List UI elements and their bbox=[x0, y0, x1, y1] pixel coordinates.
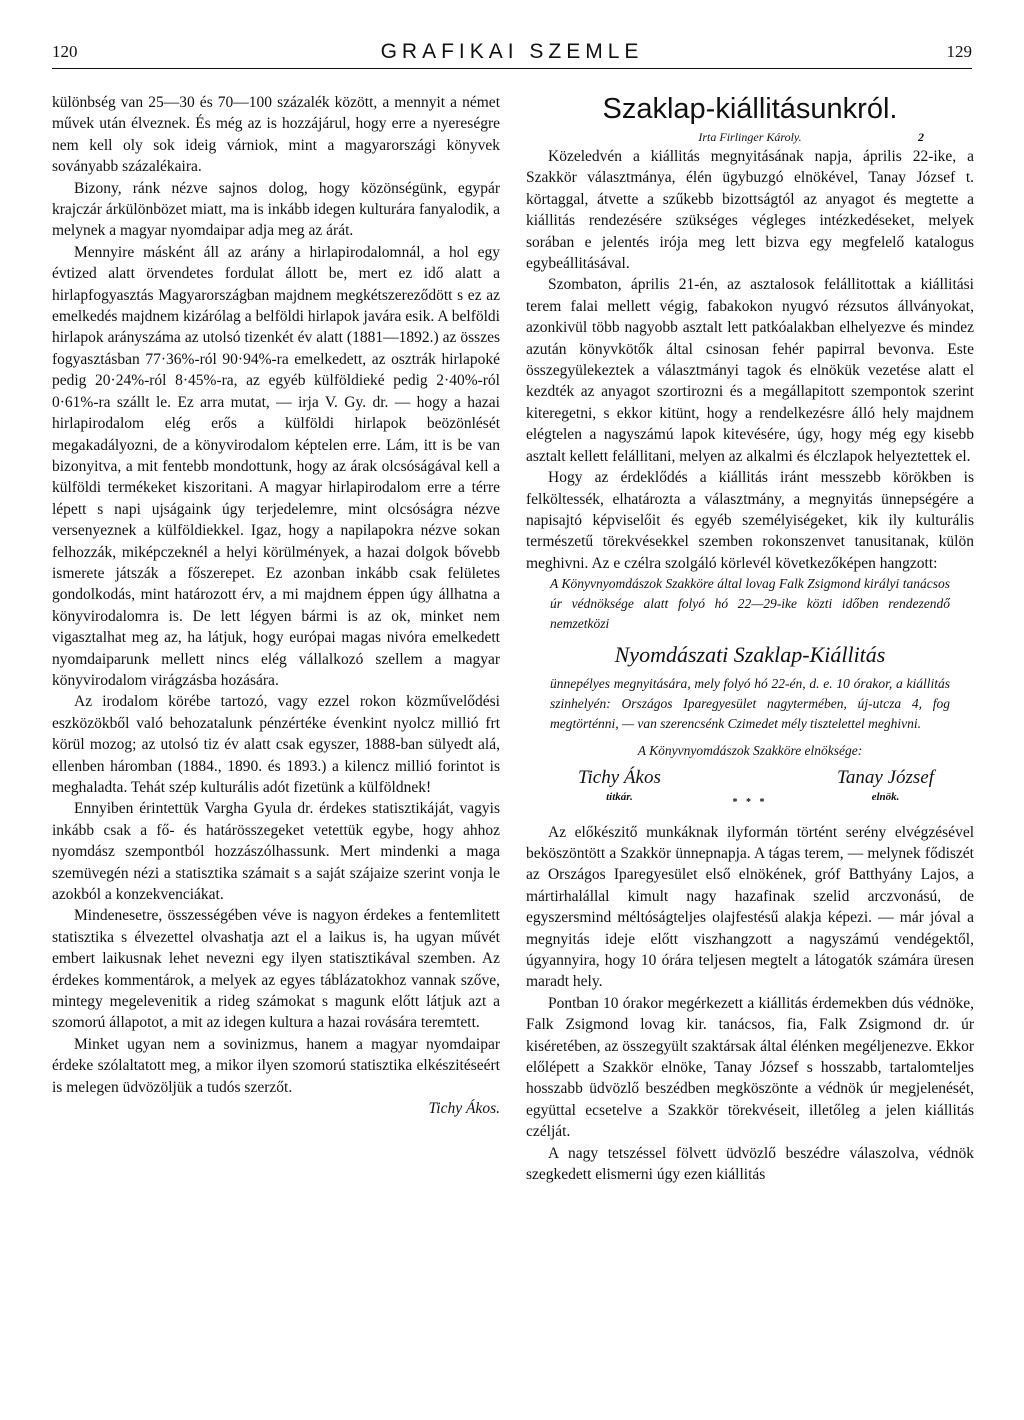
paragraph: Mennyire másként áll az arány a hirlapirodalomnál, a hol egy évtized alatt örvendetes fordulat állott be, mert ez idő alatt a hirlapfogyasztás Magyarországban majdnem megkétszereződött s ez az emelkedés majdnem kizárólag a belföldi hirlapok javára esik. A belföldi hirlapok arányszáma az utolsó tizenkét év alatt (1881—1892.) az összes fogyasztásban 77·36%-ról 90·94%-ra emelkedett, az osztrák hirlapoké pedig 20·24%-ról 8·45%-ra, az egyéb külföldieké pedig 2·40%-ról 0·61%-ra szállt le. Ez arra mutat, — irja V. Gy. dr. — hogy a hazai hirlapirodalom elég erős a külföldi hirlapok beözönlését megakadályozni, de a könyvirodalom képtelen erre. Lám, itt is be van bizonyitva, a mit fentebb mondottunk, hogy az árak olcsóságával kell a külföldi termékeket kiszoritani. A magyar hirlapirodalom erre a térre lépett s napi ujságaink úgy terjedelemre, mint olcsóságra nézve versenyeznek a külföldiekkel. Igaz, hogy a napilapokra nézve sokan felhozzák, miképczeknél a helyi körülmények, a hazai dolgok bővebb ismerete játszák a főszerepet. Ez azonban inkább csak felületes gondolkodás, mint határozott érv, a mi majdnem éppen úgy állhatna a könyvirodalomra is. De lett légyen bármi is az ok, minket nem vigasztalhat meg az, ha látjuk, hogy európai magas nivóra emelkedett nyomdaiparunk mellett nincs elég vállalkozó szellem a magyar könyvirodalom virágzásba hozására. bbox=[52, 243, 500, 689]
paragraph: Szombaton, április 21-én, az asztalosok felállitottak a kiállitási terem falai mellett végig, fabakokon nyugvó rézsutos állványokat, azonkivül több nagyobb asztalt lett patkóalakban elhelyezve és mindez azután könyvkötők által csinosan fehér papirral bevonva. Este összegyülekeztek a választmányi tagok és elnökük vezetése alatt el kezdték az anyagot szortirozni és a megállapitott szempontok szerint kiteregetni, s ekkor kitünt, hogy a rendelkezésre álló hely majdnem elégtelen a nagyszámú lapok kitevésére, úgy, hogy még egy kisebb asztalt kellett felállitani, melyen az alkalmi és élczlapok helyeztettek el. bbox=[526, 276, 974, 465]
paragraph: A nagy tetszéssel fölvett üdvözlő beszédre válaszolva, védnök szegkedett elismerni úgy ezen kiállitás bbox=[526, 1144, 974, 1184]
paragraph: Bizony, ránk nézve sajnos dolog, hogy közönségünk, egypár krajczár árkülönbözet miatt, ma is inkább idegen kulturára fanyalodik, a melynek a magyar nyomdaipar adja meg az árát. bbox=[52, 179, 500, 240]
invitation-headline: Nyomdászati Szaklap-Kiállitás bbox=[614, 642, 886, 668]
paragraph: Pontban 10 órakor megérkezett a kiállitás érdemekben dús védnöke, Falk Zsigmond lovag kir. tanácsos, fia, Falk Zsigmond dr. úr kiséretében, az összegyült szaktársak által élénken megéljenezve. Ekkor előlépett a Szakkör elnöke, Tanay József s hosszabb, tartalomteljes hosszabb üdvözlő beszédben megköszönte a védnök úr megjelenését, együttal ecsetelve a Szakkör törekvéseit, illetőleg a jelen kiállitás czélját. bbox=[526, 994, 974, 1141]
paragraph: Az irodalom körébe tartozó, vagy ezzel rokon közművelődési eszközökből való behozatalunk pénzértéke évenkint nyolcz millió frt körül mozog; az utolsó tiz év alatt csak egyszer, 1888-ban sülyedt alá, ellenben háromban (1884., 1890. és 1893.) a kilencz millió forintot is meghaladta. Tehát szép kulturális adót fizetünk a külföldnek! bbox=[52, 693, 500, 796]
left-column bbox=[52, 92, 500, 1120]
invitation-board: A Könyvnyomdászok Szakköre elnöksége: bbox=[637, 743, 863, 759]
journal-title: GRAFIKAI SZEMLE bbox=[380, 40, 644, 63]
invitation-block bbox=[526, 574, 974, 813]
article-byline: Irta Firlinger Károly. 2 bbox=[698, 130, 924, 144]
page-number-left: 120 bbox=[52, 42, 78, 61]
section-divider: * * * bbox=[732, 797, 768, 809]
page-number-right: 129 bbox=[946, 42, 972, 61]
paragraph: Hogy az érdeklődés a kiállitás iránt messzebb körökben is felköltessék, elhatározta a választmány, a megnyitás ünnepségére a napisajtó képviselőit és egyéb személyiségeket, kik ily kulturális természetű törekvésekkel szemben rokonszenvet tanusitanak, külön meghivni. Az e czélra szolgáló körlevél következőképen hangzott: bbox=[526, 469, 974, 572]
paragraph: Közeledvén a kiállitás megnyitásának napja, április 22-ike, a Szakkör választmánya, élén ügybuzgó elnökével, Tanay József t. körtaggal, átvette a szűkebb bizottságtól az anyagot és megtette a kiállitás rendezésére szükséges végleges intézkedéseket, melyek sorában e jelentés irója meg lett bizva egy megfelelő katalogus egybeállitásával. bbox=[526, 148, 974, 273]
footnote-mark: 2 bbox=[918, 130, 924, 144]
invitation-intro: A Könyvnyomdászok Szakköre által lovag Falk Zsigmond királyi tanácsos úr védnöksége alatt folyó hó 22—29-ike közti időben rendezendő nemzetközi bbox=[550, 576, 950, 632]
paragraph: különbség van 25—30 és 70—100 százalék között, a mennyit a német művek után élveznek. És még az is hozzájárul, hogy erre a nyereségre nem kell oly sok ideig várniok, mint a magyarországi könyvek soványabb százalékaira. bbox=[52, 94, 500, 176]
author-signature: Tichy Ákos. bbox=[428, 1100, 500, 1118]
invitation-body: ünnepélyes megnyitására, mely folyó hó 22-én, d. e. 10 órakor, a kiállitás szinhelyén: Országos Iparegyesület nagytermében, új-utcza 4, fog megtörténni, — van szerencsénk Czimedet mély tisztelettel meghivni. bbox=[550, 676, 950, 732]
paragraph: Mindenesetre, összességében véve is nagyon érdekes a fentemlitett statisztika s élvezettel olvashatja azt el a laikus is, ha ugyan művét embert laikusnak lehet nevezni egy ilyen statisztikával szemben. Az érdekes kommentárok, a melyek az egyes táblázatokhoz vannak szőve, mintegy megelevenitik a rideg számokat s magunk előtt látjuk azt a szomorú állapotot, a mit az idegen kultura a hazai rovására teremtett. bbox=[52, 907, 500, 1032]
article-title: Szaklap-kiállitásunkról. bbox=[602, 93, 898, 125]
right-column bbox=[526, 92, 974, 1185]
running-header bbox=[52, 40, 972, 69]
paragraph: Minket ugyan nem a sovinizmus, hanem a magyar nyomdaipar érdeke szólaltatott meg, a mikor ilyen szomorú statisztika elkészitéseért is melegen üdvözöljük a tudós szerzőt. bbox=[52, 1035, 500, 1096]
paragraph: Az előkészitő munkáknak ilyformán történt serény elvégzésével beköszöntött a Szakkör ünnepnapja. A tágas terem, — melynek fődiszét az Országos Iparegyesület első elnökének, gróf Batthyány Lajos, a mártirhalállal kimult nagy hazafinak szelid arczvonású, de egyszersmind méltóságteljes olajfestésű alakja képezi. — már jóval a megnyitás ideje előtt viszhangzott a nagyszámú vendégektől, úgyannyira, hogy 10 órára teljesen megtelt a látogatók számára üresen maradt hely. bbox=[526, 823, 974, 991]
signer-president: Tanay József elnök. bbox=[837, 767, 934, 804]
signer-secretary: Tichy Ákos titkár. bbox=[578, 767, 661, 804]
paragraph: Ennyiben érintettük Vargha Gyula dr. érdekes statisztikáját, vagyis inkább csak a fő- és határösszegeket vetettük egybe, hogy ahhoz nyomdász szempontból hozzászólhassunk. Mert mindenki a maga szemüvegén nézi a statisztika számait s a saját szájaize szerint vonja le azokból a konzekvenciákat. bbox=[52, 800, 500, 904]
